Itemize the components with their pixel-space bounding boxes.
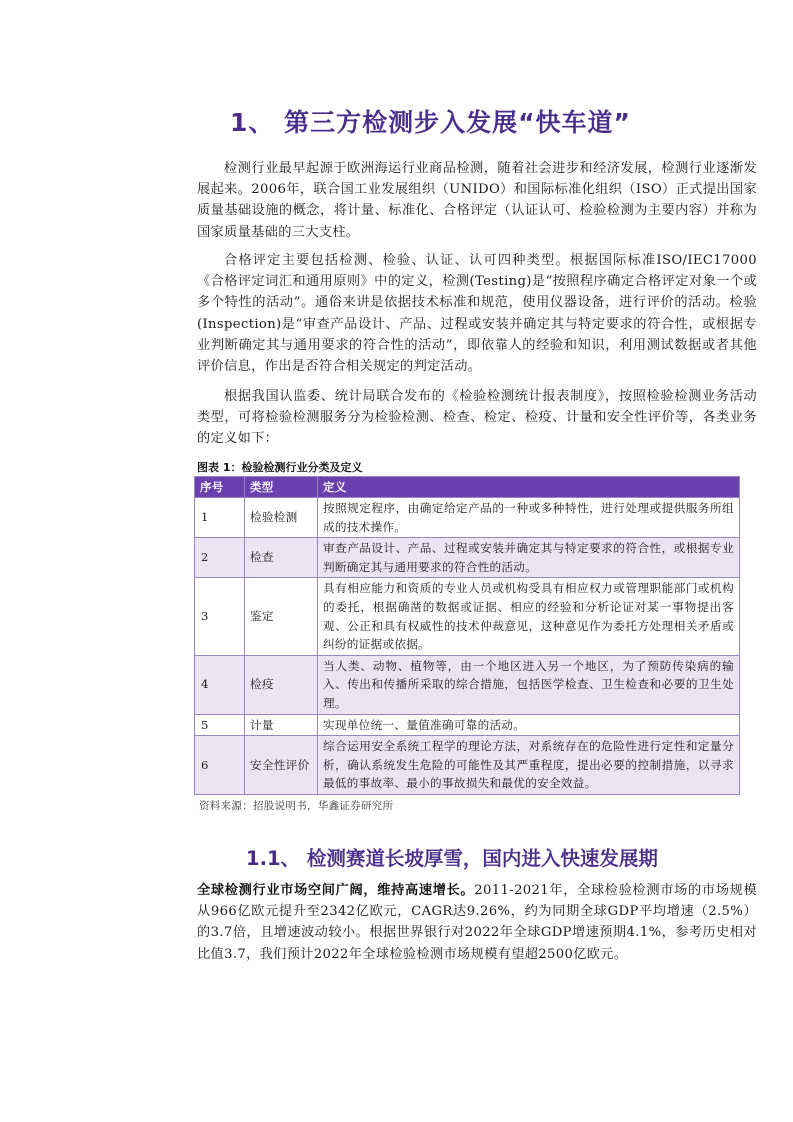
row-no: 1 xyxy=(195,498,245,538)
table-row xyxy=(195,655,740,714)
table-row xyxy=(195,498,740,538)
figure-caption: 图表 1：检验检测行业分类及定义 xyxy=(197,461,363,474)
row-definition: 实现单位统一、量值准确可靠的活动。 xyxy=(318,714,740,736)
row-no: 6 xyxy=(195,736,245,795)
row-type: 安全性评价 xyxy=(245,736,318,795)
table-row xyxy=(195,714,740,736)
row-no: 2 xyxy=(195,538,245,578)
header-type: 类型 xyxy=(245,477,318,498)
row-definition: 按照规定程序，由确定给定产品的一种或多种特性，进行处理或提供服务所组成的技术操作。 xyxy=(318,498,740,538)
row-definition: 当人类、动物、植物等，由一个地区进入另一个地区，为了预防传染病的输入、传出和传播所采取的综合措施，包括医学检查、卫生检查和必要的卫生处理。 xyxy=(318,655,740,714)
header-no: 序号 xyxy=(195,477,245,498)
paragraph-conformity-assessment: 合格评定主要包括检测、检验、认证、认可四种类型。根据国际标准ISO/IEC17000《合格评定词汇和通用原则》中的定义，检测(Testing)是“按照程序确定合格评定对象一个或多个特性的活动”。通俗来讲是依据技术标准和规范，使用仪器设备，进行评价的活动。检验(Inspection)是“审查产品设计、产品、过程或安装并确定其与特定要求的符合性，或根据专业判断确定其与通用要求的符合性的活动”，即依靠人的经验和知识，利用测试数据或者其他评价信息，作出是否符合相关规定的判定活动。 xyxy=(197,253,757,375)
row-definition: 具有相应能力和资质的专业人员或机构受具有相应权力或管理职能部门或机构的委托，根据确凿的数据或证据、相应的经验和分析论证对某一事物提出客观、公正和具有权威性的技术仲裁意见，这种意见作为委托方处理相关矛盾或纠纷的证据或依据。 xyxy=(318,578,740,655)
row-no: 4 xyxy=(195,655,245,714)
row-no: 5 xyxy=(195,714,245,736)
row-no: 3 xyxy=(195,578,245,655)
section-heading: 1、 第三方检测步入发展“快车道” xyxy=(230,108,631,137)
table-row xyxy=(195,538,740,578)
row-type: 检疫 xyxy=(245,655,318,714)
table-row xyxy=(195,578,740,655)
source-note: 资料来源：招股说明书，华鑫证券研究所 xyxy=(199,800,394,812)
classification-table xyxy=(194,476,740,795)
row-type: 计量 xyxy=(245,714,318,736)
subsection-heading: 1.1、 检测赛道长坡厚雪，国内进入快速发展期 xyxy=(246,847,658,870)
row-definition: 综合运用安全系统工程学的理论方法，对系统存在的危险性进行定性和定量分析，确认系统发生危险的可能性及其严重程度，提出必要的控制措施，以寻求最低的事故率、最小的事故损失和最优的安全效益。 xyxy=(318,736,740,795)
header-definition: 定义 xyxy=(318,477,740,498)
paragraph-body: 2011-2021年，全球检验检测市场的市场规模从966亿欧元提升至2342亿欧元，CAGR达9.26%，约为同期全球GDP平均增速（2.5%）的3.7倍，且增速波动较小。根据世界银行对2022年全球GDP增速预期4.1%，参考历史相对比值3.7，我们预计2022年全球检验检测市场规模有望超2500亿欧元。 xyxy=(197,883,757,962)
row-type: 鉴定 xyxy=(245,578,318,655)
paragraph-global-market xyxy=(197,880,757,965)
table-row xyxy=(195,736,740,795)
paragraph-classification: 根据我国认监委、统计局联合发布的《检验检测统计报表制度》，按照检验检测业务活动类型，可将检验检测服务分为检验检测、检查、检定、检疫、计量和安全性评价等，各类业务的定义如下： xyxy=(197,389,757,447)
row-definition: 审查产品设计、产品、过程或安装并确定其与特定要求的符合性，或根据专业判断确定其与通用要求的符合性的活动。 xyxy=(318,538,740,578)
paragraph-origin: 检测行业最早起源于欧洲海运行业商品检测，随着社会进步和经济发展，检测行业逐渐发展起来。2006年，联合国工业发展组织（UNIDO）和国际标准化组织（ISO）正式提出国家质量基础设施的概念，将计量、标准化、合格评定（认证认可、检验检测为主要内容）并称为国家质量基础的三大支柱。 xyxy=(197,161,757,240)
row-type: 检验检测 xyxy=(245,498,318,538)
row-type: 检查 xyxy=(245,538,318,578)
lead-sentence: 全球检测行业市场空间广阔，维持高速增长。 xyxy=(197,883,475,898)
table-header-row xyxy=(195,477,740,498)
